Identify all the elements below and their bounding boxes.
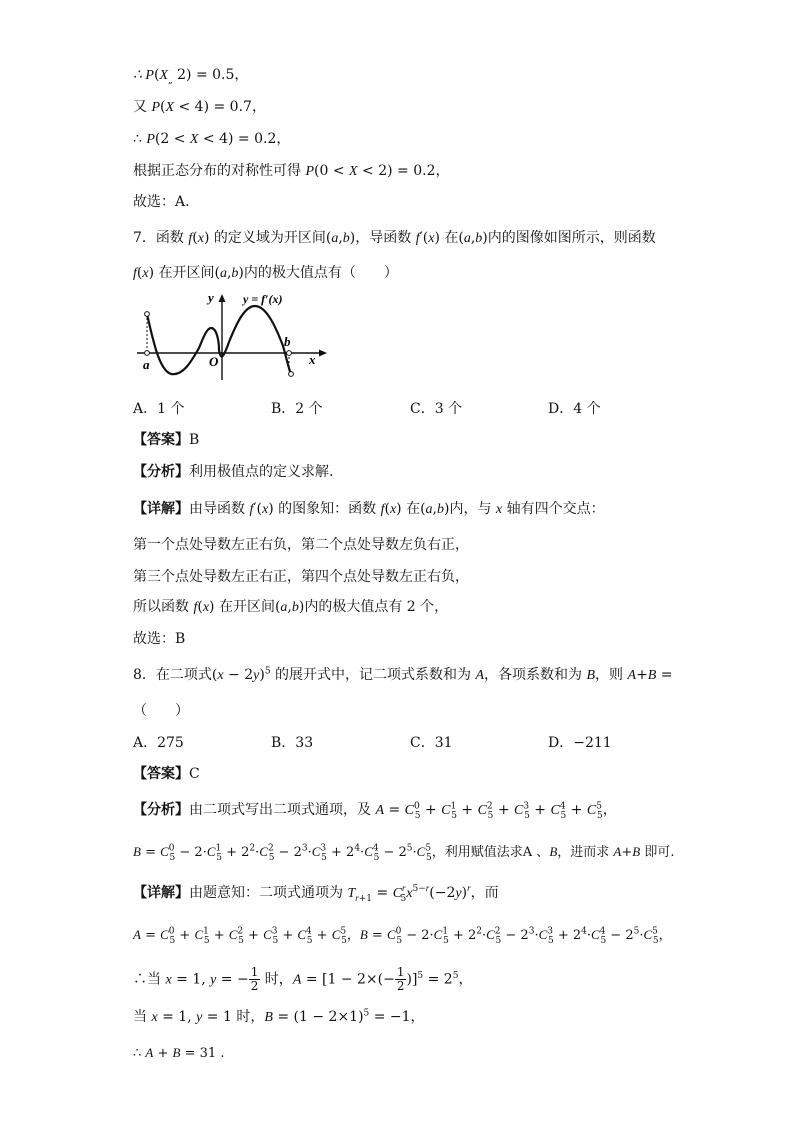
q7-option-c: C．3 个 xyxy=(410,401,463,417)
q7-answer: 【答案】B xyxy=(133,432,200,448)
q7-detail-5: 故选：B xyxy=(133,631,186,647)
solution-line-4: 根据正态分布的对称性可得 P(0 < X < 2) = 0.2， xyxy=(133,163,450,179)
open-point-a xyxy=(145,351,150,356)
x-axis-arrow-icon xyxy=(319,350,327,357)
open-point-b xyxy=(287,351,292,356)
label-a: a xyxy=(143,357,150,372)
q8-detail-3: ∴当 x = 1, y = − $\frac{1}{2}$ 时，A = [1 − 2×(− $\frac{1}{2}$ )]$^5 = 2^5$， xyxy=(133,965,473,993)
label-y: y xyxy=(208,290,214,305)
solution-line-2: 又 P(X < 4) = 0.7， xyxy=(133,99,266,115)
q8-analysis-2: $B = C^0_5 - 2\cdot C^1_5 + 2^2\cdot C^2_5 - 2^3\cdot C^3_5 + 2^4\cdot C^4_5 - 2^5\cdot C^5_5$，利用赋值法求A 、B，进而求 A+B 即可. xyxy=(133,843,675,863)
label-func: y = f′(x) xyxy=(243,292,283,306)
q8-detail-5: ∴ A + B = 31 . xyxy=(133,1045,225,1061)
derivative-curve xyxy=(147,306,291,374)
q7-detail-4: 所以函数 f(x) 在开区间(a,b)内的极大值点有 2 个， xyxy=(133,599,449,615)
open-point-a-top xyxy=(145,312,150,317)
solution-line-5: 故选：A． xyxy=(133,194,200,210)
question-7-stem: 7．函数 f(x) 的定义域为开区间(a,b)，导函数 f′(x) 在(a,b)内的图像如图所示，则函数 xyxy=(133,230,656,246)
q8-detail-2: $A = C^0_5 + C^1_5 + C^2_5 + C^3_5 + C^4_5 + C^5_5$，$B = C^0_5 - 2\cdot C^1_5 + 2^2\cdot C^2_5 - 2^3\cdot C^3_5 + 2^4\cdot C^4_5 - 2^5\cdot C^5_5$， xyxy=(133,926,672,946)
label-x: x xyxy=(309,352,316,367)
q8-option-b: B．33 xyxy=(271,735,314,751)
q8-option-a: A．275 xyxy=(133,735,184,751)
question-8-stem-cont: （ ） xyxy=(133,703,189,719)
q7-option-a: A．1 个 xyxy=(133,401,185,417)
q8-answer: 【答案】C xyxy=(133,766,200,782)
q8-option-d: D．−211 xyxy=(548,735,612,751)
q7-detail-1: 【详解】由导函数 f′(x) 的图象知：函数 f(x) 在(a,b)内，与 x 轴有四个交点： xyxy=(133,501,605,517)
open-point-b-bottom xyxy=(289,372,294,377)
solution-line-1: ∴ $P(X_„$ 2) = 0.5， xyxy=(133,67,249,86)
q7-detail-2: 第一个点处导数左正右负，第二个点处导数左负右正， xyxy=(133,537,469,553)
q7-analysis: 【分析】利用极值点的定义求解. xyxy=(133,464,334,480)
q8-detail-4: 当 x = 1, y = 1 时，$B = (1 - 2\times 1)^5 = -1$， xyxy=(133,1008,425,1025)
question-8-stem: 8．在二项式$(x - 2y)^5$ 的展开式中，记二项式系数和为 A，各项系数和为 B，则 A+B = xyxy=(133,666,673,683)
q8-option-c: C．31 xyxy=(410,735,453,751)
q7-option-b: B．2 个 xyxy=(271,401,323,417)
label-O: O xyxy=(209,354,219,369)
q8-detail-1: 【详解】由题意知：二项式通项为 $T_{r+1} = C^r_5x^{5-r}(-2y)^r$，而 xyxy=(133,883,499,904)
label-b: b xyxy=(284,334,291,349)
q7-detail-3: 第三个点处导数左正右正，第四个点处导数左正右负， xyxy=(133,569,469,585)
solution-line-3: ∴ P(2 < X < 4) = 0.2， xyxy=(133,131,291,147)
question-7-stem-cont: f(x) 在开区间(a,b)内的极大值点有（ ） xyxy=(133,265,398,281)
q8-analysis-1: 【分析】由二项式写出二项式通项，及 $A = C^0_5 + C^1_5 + C^2_5 + C^3_5 + C^4_5 + C^5_5$， xyxy=(133,801,617,821)
q7-option-d: D．4 个 xyxy=(548,401,601,417)
derivative-graph xyxy=(133,290,333,380)
y-axis-arrow-icon xyxy=(219,294,226,302)
